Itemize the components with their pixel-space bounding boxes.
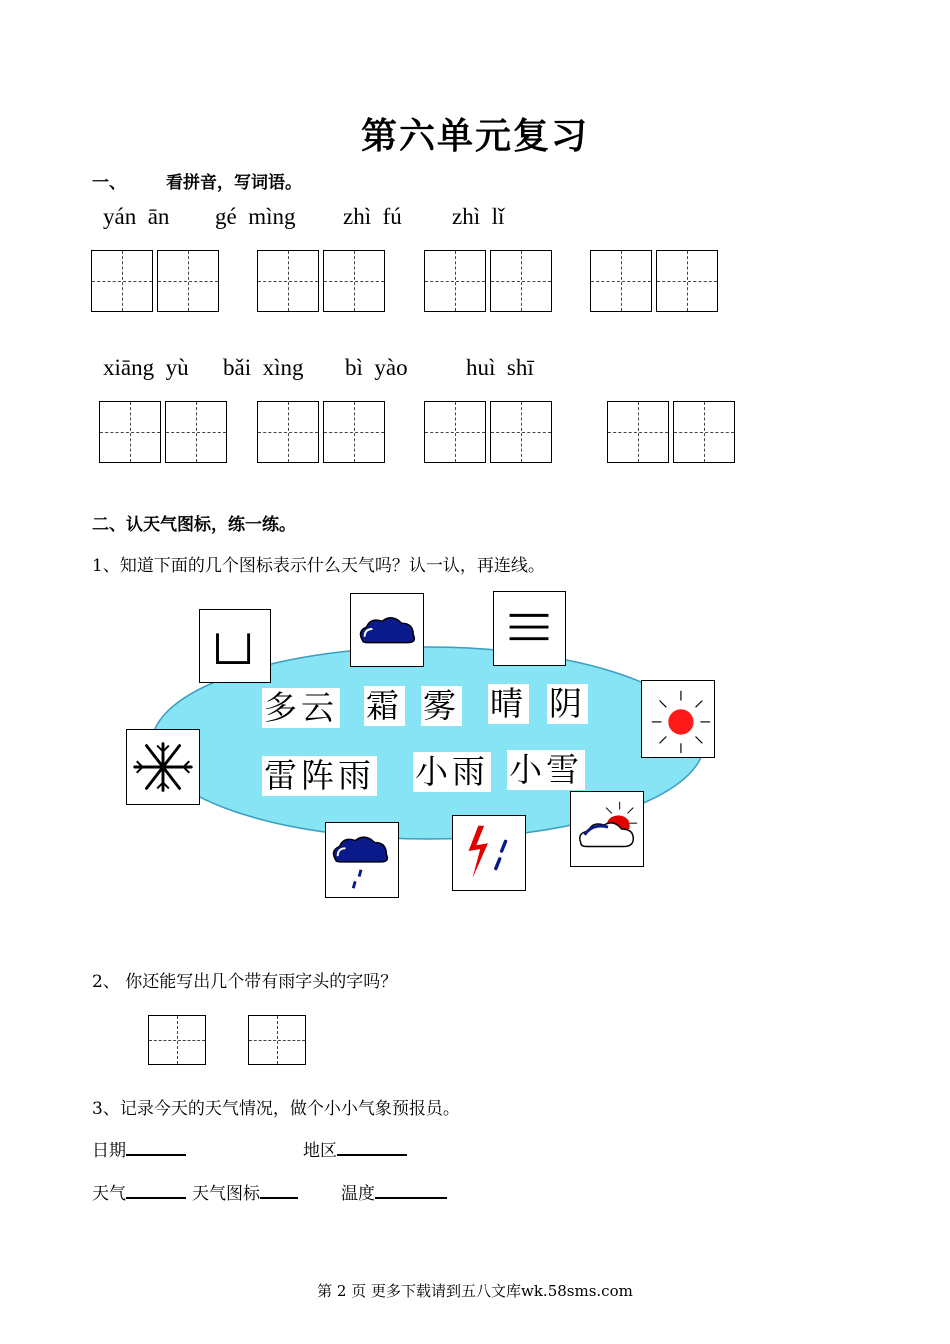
writing-box[interactable] [590, 250, 652, 312]
pinyin-2-2: bǎi xìng [223, 355, 304, 380]
writing-box[interactable] [607, 401, 669, 463]
temperature-blank[interactable] [375, 1183, 447, 1199]
date-label: 日期 [92, 1141, 126, 1161]
writing-box[interactable] [424, 250, 486, 312]
overcast-cloud-icon[interactable] [350, 593, 424, 667]
sunny-icon[interactable] [641, 680, 715, 758]
temperature-field[interactable] [341, 1179, 447, 1204]
section-2-heading: 二、认天气图标，练一练。 [92, 515, 296, 535]
weather-word-light-rain[interactable]: 小雨 [415, 752, 489, 791]
section-1-number: 一、 [92, 173, 126, 193]
question-3: 3、记录今天的天气情况，做个小小气象预报员。 [92, 1099, 460, 1119]
weather-word-sunny[interactable]: 晴 [490, 684, 527, 723]
pinyin-1-2: gé mìng [215, 204, 296, 229]
question-2: 2、 你还能写出几个带有雨字头的字吗？ [92, 972, 398, 992]
light-rain-icon[interactable] [325, 822, 399, 898]
writing-box[interactable] [248, 1015, 306, 1065]
date-field[interactable] [92, 1136, 186, 1161]
writing-box[interactable] [323, 401, 385, 463]
weather-word-light-snow[interactable]: 小雪 [509, 750, 583, 789]
snow-icon[interactable] [126, 729, 200, 805]
weather-word-overcast[interactable]: 阴 [549, 684, 586, 723]
frost-icon[interactable] [199, 609, 271, 683]
pinyin-1-3: zhì fú [343, 204, 402, 229]
weather-word-fog[interactable]: 雾 [423, 686, 460, 725]
pinyin-2-3: bì yào [345, 355, 408, 380]
thunderstorm-icon[interactable] [452, 815, 526, 891]
weather-word-cloudy[interactable]: 多云 [264, 688, 338, 727]
pinyin-2-4: huì shī [466, 355, 534, 380]
weather-blank[interactable] [126, 1183, 186, 1199]
date-blank[interactable] [126, 1140, 186, 1156]
writing-box[interactable] [165, 401, 227, 463]
writing-box[interactable] [323, 250, 385, 312]
region-label: 地区 [303, 1141, 337, 1161]
writing-box[interactable] [424, 401, 486, 463]
weather-icon-label: 天气图标 [192, 1184, 260, 1204]
page-footer: 第 2 页 更多下载请到五八文库wk.58sms.com [317, 1282, 633, 1300]
section-1-text: 看拼音，写词语。 [166, 173, 302, 193]
writing-box[interactable] [157, 250, 219, 312]
fog-icon[interactable] [493, 591, 566, 666]
writing-box[interactable] [673, 401, 735, 463]
writing-box[interactable] [91, 250, 153, 312]
region-blank[interactable] [337, 1140, 407, 1156]
pinyin-1-1: yán ān [103, 204, 170, 229]
writing-box[interactable] [257, 250, 319, 312]
region-field[interactable] [303, 1136, 407, 1161]
weather-icon-blank[interactable] [260, 1183, 298, 1199]
question-1: 1、知道下面的几个图标表示什么天气吗？认一认，再连线。 [92, 556, 545, 576]
weather-icon-field[interactable] [192, 1179, 298, 1204]
weather-field[interactable] [92, 1179, 186, 1204]
weather-label: 天气 [92, 1184, 126, 1204]
writing-box[interactable] [257, 401, 319, 463]
pinyin-2-1: xiāng yù [103, 355, 189, 380]
weather-word-frost[interactable]: 霜 [366, 686, 403, 725]
writing-box[interactable] [490, 401, 552, 463]
weather-word-thunderstorm[interactable]: 雷阵雨 [264, 756, 375, 795]
section-1-heading [92, 168, 302, 193]
partly-cloudy-icon[interactable] [570, 791, 644, 867]
temperature-label: 温度 [341, 1184, 375, 1204]
writing-box[interactable] [656, 250, 718, 312]
writing-box[interactable] [99, 401, 161, 463]
writing-box[interactable] [148, 1015, 206, 1065]
pinyin-1-4: zhì lǐ [452, 204, 505, 229]
page-title: 第六单元复习 [360, 115, 589, 157]
writing-box[interactable] [490, 250, 552, 312]
